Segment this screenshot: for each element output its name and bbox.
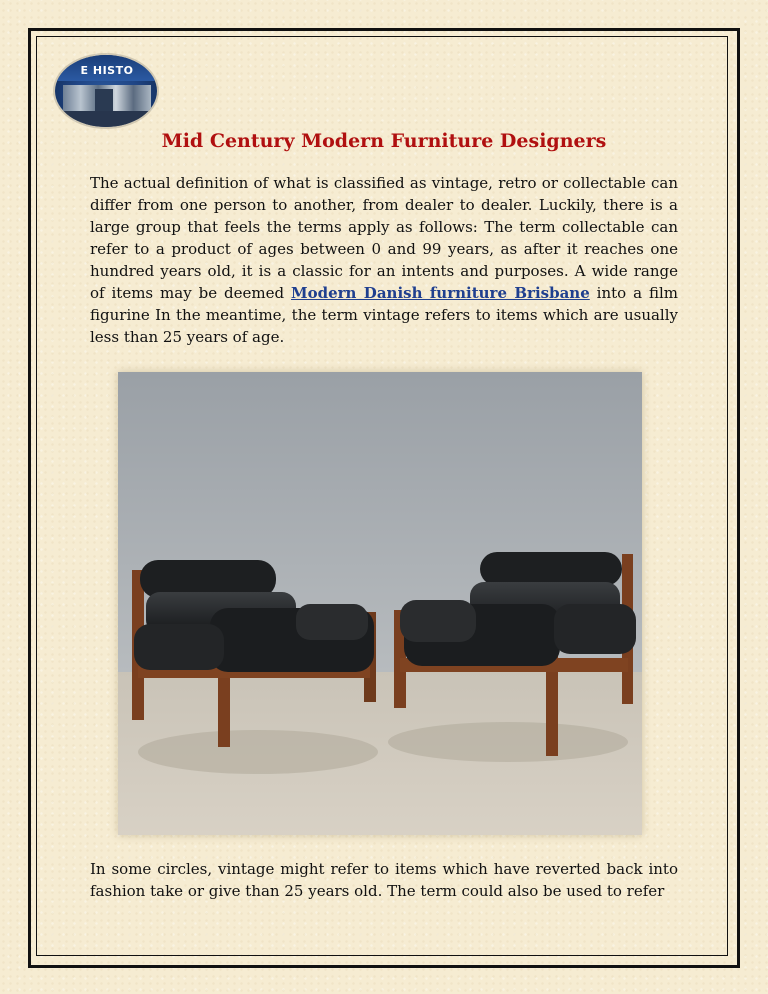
armchairs-photo — [118, 372, 642, 835]
article-title: Mid Century Modern Furniture Designers — [161, 130, 607, 152]
storefront-logo — [55, 55, 157, 127]
danish-furniture-link[interactable]: Modern Danish furniture Brisbane — [290, 284, 590, 302]
second-paragraph: In some circles, vintage might refer to items which have reverted back into fashion take or give than 25 years old. The term could also be used to refer — [90, 860, 678, 900]
intro-text-end: into a film figurine In the meantime, the term vintage refers to items which are usually less than 25 years of age. — [90, 284, 679, 346]
intro-text-start: The actual definition of what is classified as vintage, retro or collectable can differ from one person to another, from dealer to dealer. Luckily, there is a large group that feels the terms apply as follows: The term collectable can refer to a product of ages between 0 and 99 years, as after it reaches one hundred years old, it is a classic for an intents and purposes. A wide range of items may be deemed — [90, 174, 678, 302]
leather-armchairs-image — [118, 372, 642, 835]
intro-paragraph — [90, 172, 678, 348]
logo-sign-text: E HISTO — [80, 64, 134, 77]
